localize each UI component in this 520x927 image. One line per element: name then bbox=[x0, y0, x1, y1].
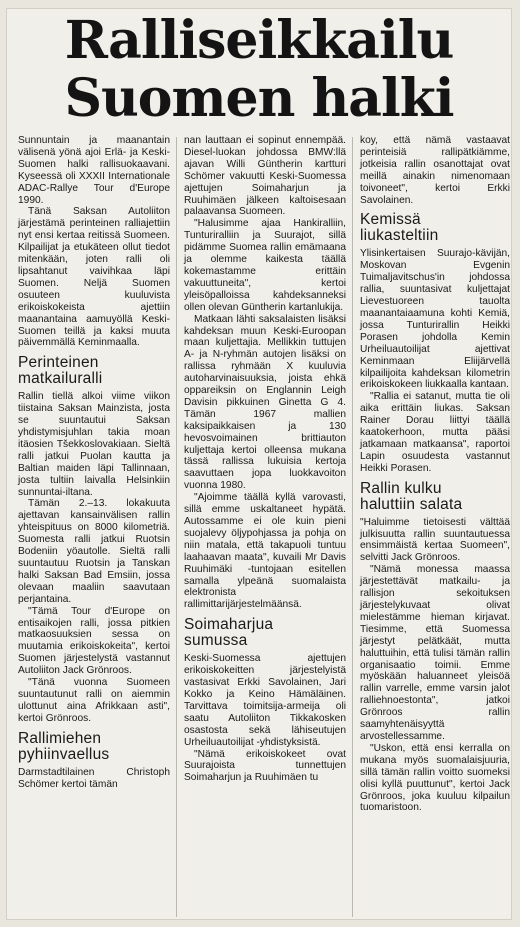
subheading-line: sumussa bbox=[184, 632, 248, 650]
headline bbox=[24, 12, 494, 128]
subheading-line: Rallin kulku bbox=[360, 479, 442, 497]
paragraph: nan lauttaan ei sopinut ennempää. Diesel-luokan johdossa BMW:llä ajavan Willi Güntherin kartturi Schömer vakuutti Keski-Suomessa ajettujen Soimaharjun ja Ruuhimäen jälkeen kaltoisesaan palaavansa Suomeen. bbox=[184, 135, 346, 218]
subheading bbox=[360, 481, 510, 513]
subheading-line: Kemissä bbox=[360, 211, 421, 229]
paragraph: "Tämä Tour d'Europe on entisaikojen ralli, jossa pitkien matkaosuuksien sessa on muutamia erikoiskokeita", kertoi Suomen järjestelystä vastannut Autoliiton Jack Grönroos. bbox=[18, 605, 170, 677]
paragraph: "Haluimme tietoisesti välttää julkisuutta rallin suuntautuessa ensimmäistä kertaa Suomeen", selvitti Jack Grönroos. bbox=[360, 516, 510, 564]
paragraph: "Nämä monessa maassa järjestettävät matkailu- ja rallisjon sekoituksen järjestelykuvaat olivat mielestämme hieman kirjavat. Tiesimme, että Suomessa järjestyt pelätkäät, mutta haluttuihin, että tulisi tämän rallin organisaatio toimii. Emme myöskään haluanneet yleisöä rallin varrelle, emme varsin jalot ralliehnoestonta", jatkoi Grönroos rallin saamyhtenäisyyttä arvostellessamme. bbox=[360, 564, 510, 742]
subheading-line: Rallimiehen bbox=[18, 729, 102, 747]
paragraph: Tämän 2.–13. lokakuuta ajettavan kansainvälisen rallin yhteispituus on 8000 kilometriä. Suomesta ralli jatkui Ruotsin Bodeniin yöautolle. Sieltä ralli suuntautuu Ruotsin ja Tanskan halki Saksan Bad Emsiin, jossa olevaan maaliin saavutaan perjantaina. bbox=[18, 498, 170, 605]
paragraph: "Tänä vuonna Suomeen suuntautunut ralli on aiemmin ulottunut aina Afrikkaan asti", kertoi Grönroos. bbox=[18, 677, 170, 724]
headline-line-2: Suomen halki bbox=[64, 68, 454, 129]
subheading bbox=[184, 617, 346, 649]
subheading-line: Perinteinen bbox=[18, 354, 99, 372]
subheading bbox=[18, 355, 170, 387]
paragraph: Keski-Suomessa ajettujen erikoiskokeitten järjestelyistä vastasivat Erkki Savolainen, Jari Kokko ja Keino Hämäläinen. Tarvittava toimitsija-armeija oli saatu Autoliiton Tikkakosken osastosta sekä lähiseutujen Urheiluautoilijat -yhdistyksistä. bbox=[184, 653, 346, 748]
subheading bbox=[360, 212, 510, 244]
subheading-line: liukasteltiin bbox=[360, 227, 439, 245]
paragraph: "Uskon, että ensi kerralla on mukana myös suomalaisjuuria, sillä tämän rallin voitto suomeksi olisi kyllä puuttunut", kertoi Jack Grönroos, joka kuuluu kilpailun tuomaristoon. bbox=[360, 742, 510, 814]
paragraph: Rallin tiellä alkoi viime viikon tiistaina Saksan Mainzista, josta se suuntautui Saksan yhdistymisjuhlan takia moan itäosien Tšekkoslovakiaan. Sieltä ralli jatkui Puolan kautta ja Baltian maiden läpi Tallinnaan, josta tultiin laivalla Helsinkiin sunnuntai-iltana. bbox=[18, 391, 170, 498]
column-2 bbox=[184, 135, 346, 784]
paragraph: Tänä Saksan Autoliiton järjestämä perinteinen ralliajettiin nyt ensi kertaa reitissä Suomeen. Kilpailijat ja etukäteen ollut tiedot mitenkään, joten ralli oli lipsahtanut vaivihkaa läpi Suomen. Neljä Suomen osuuteen kuuluvista erikoiskokeista ajettiin maanantaina aamuyöllä Keski-Suomen teillä ja kaksi muuta päivemmällä Keminmaalla. bbox=[18, 206, 170, 349]
paragraph: Matkaan lähti saksalaisten lisäksi kahdeksan muun Keski-Euroopan maan kuljettajia. Mellikkin tuttujen A- ja N-ryhmän autojen lisäksi on rallissa ryhmään X kuuluvia autoharvinaisuuksia, joista ehkä oppareiksin on Englannin Leigh Davisin pikkuinen Ginetta G 4. Tämän 1967 mallien kaksipaikkaisen ja 130 hevosvoimainen brittiauton kuljettaja kertoi olleensa mukana tässä rallissa lukuisia kertoja saavuttaen jopa luokkavoiton vuonna 1980. bbox=[184, 313, 346, 492]
paragraph: "Rallia ei satanut, mutta tie oli aika erittäin liukas. Saksan Rainer Dorau liittyi täällä kaatokerhoon, mutta pääsi jatkamaan matkaansa", raportoi Lapin osuudesta vastannut Heikki Porasen. bbox=[360, 391, 510, 474]
headline-line-1: Ralliseikkailu bbox=[64, 10, 454, 71]
subheading-line: Soimaharjua bbox=[184, 616, 274, 634]
column-1 bbox=[18, 135, 170, 791]
paragraph: "Nämä erikoiskokeet ovat Suurajoista tunnettujen Soimaharjun ja Ruuhimäen tu bbox=[184, 748, 346, 784]
subheading-line: pyhiinvaellus bbox=[18, 745, 110, 763]
paragraph: Darmstadtilainen Christoph Schömer kertoi tämän bbox=[18, 766, 170, 790]
paragraph: "Halusimme ajaa Hankiralliin, Tunturiralliin ja Suurajot, sillä pidämme Suomea rallin emämaana ja olemme kaikesta täällä kokemastamme erittäin vakuuttuneita", kertoi yleisöpalloissa kahdeksanneksi ollen olevan Güntherin kartanlukija. bbox=[184, 218, 346, 313]
paragraph: "Ajoimme täällä kyllä varovasti, sillä emme uskaltaneet hypätä. Autossamme ei ole kuin pieni suojalevy öljypohjassa ja pohja on niin matala, että takapuoli tuntuu laahaavan maata", kuvaili Mr Davis Ruuhimäki -tuntojaan esitellen samalla ylpeänä suomalaista elektronista rallimittarijärjestelmäänsä. bbox=[184, 492, 346, 611]
column-3 bbox=[360, 135, 510, 814]
article-body bbox=[14, 135, 514, 920]
subheading-line: matkailuralli bbox=[18, 370, 103, 388]
subheading-line: haluttiin salata bbox=[360, 495, 463, 513]
paragraph: koy, että nämä vastaavat perinteisiä rallipätkiämme, jotkeisia rallin osanottajat ovat meillä ainakin nimenomaan toivoneet", kertoi Erkki Savolainen. bbox=[360, 135, 510, 206]
paragraph: Sunnuntain ja maanantain välisenä yönä ajoi Erlä- ja Keski-Suomen halki rallisuokaavani. Kyseessä oli XXXII Internationale ADAC-Rallye Tour d'Europe 1990. bbox=[18, 135, 170, 206]
paragraph: Ylisinkertaisen Suurajo-kävijän, Moskovan Evgenin Tuimaljavitschus'in johdossa rallia, suuntasivat kuljettajat Lievestuoreen tauolta maanantaiaamuna kohti Kemiä, jossa Tunturirallin Heikki Porasen johdolla Kemin Urheiluautoilijat ajettivat Keminmaan Eliijärvellä kilpailijoita kahdeksan kilometrin erikoiskokeen liukkaalla kantaan. bbox=[360, 248, 510, 391]
subheading bbox=[18, 731, 170, 763]
